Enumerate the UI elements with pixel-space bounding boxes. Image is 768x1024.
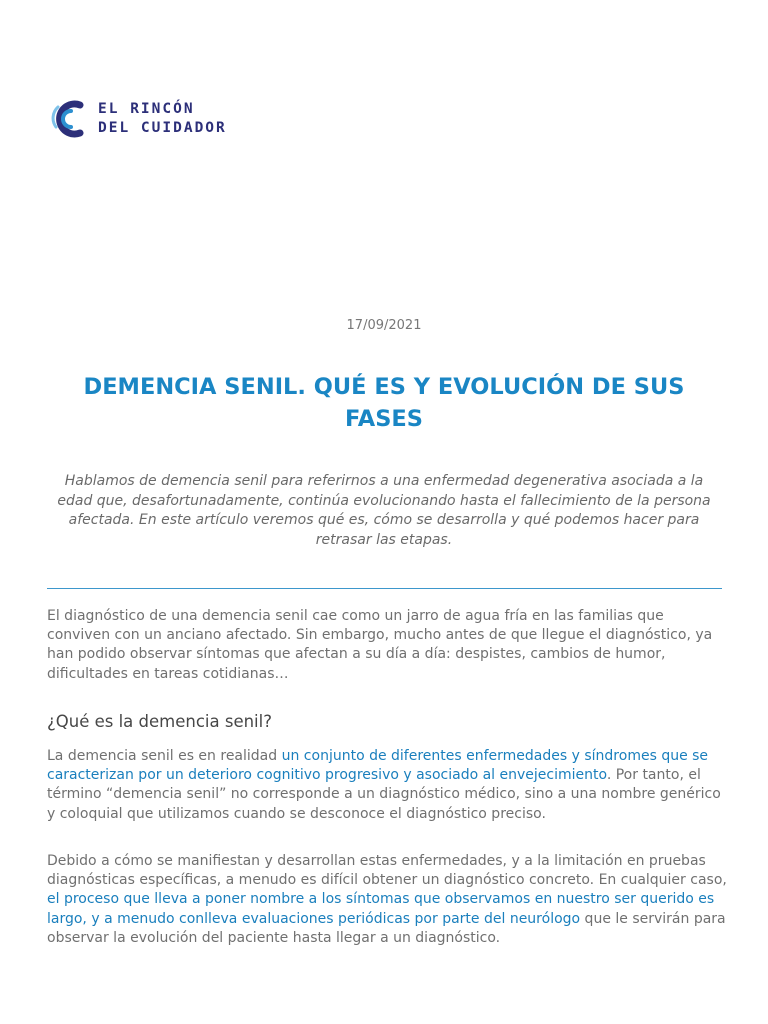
divider xyxy=(47,588,722,589)
intro-paragraph: El diagnóstico de una demencia senil cae como un jarro de agua fría en las familias que conviven con un anciano afectado. Sin embargo, mucho antes de que llegue el diagnóstico, ya han podido observar síntomas que afectan a su día a día: despistes, cambios de humor, dificultades en tareas cotidianas… xyxy=(47,608,713,682)
diagnosis-link[interactable]: el proceso que lleva a poner nombre a los síntomas que observamos en nuestro ser querido es largo, y a menudo conlleva evaluaciones periódicas por parte del neurólogo xyxy=(47,891,715,927)
article-lead: Hablamos de demencia senil para referirnos a una enfermedad degenerativa asociada a la edad que, desafortunadamente, continúa evolucionando hasta el fallecimiento de la persona afectada. En este artículo veremos qué es, cómo se desarrolla y qué podemos hacer para retrasar las etapas. xyxy=(57,473,711,548)
logo-wordmark xyxy=(98,100,227,138)
article-title: DEMENCIA SENIL. QUÉ ES Y EVOLUCIÓN DE SUS FASES xyxy=(83,374,685,432)
paragraph-text: que le servirán para observar la evolución del paciente hasta llegar a un diagnóstico. xyxy=(47,910,726,946)
definition-link[interactable]: un conjunto de diferentes enfermedades y síndromes que se caracterizan por un deterioro cognitivo progresivo y asociado al envejecimiento xyxy=(47,748,709,784)
definition-paragraph xyxy=(47,747,727,824)
site-logo[interactable] xyxy=(50,97,227,141)
paragraph-text: . Por tanto, el término “demencia senil” no corresponde a un diagnóstico médico, sino a una nombre genérico y coloquial que utilizamos cuando se desconoce el diagnóstico preciso. xyxy=(47,767,721,822)
paragraph-text: Debido a cómo se manifiestan y desarrollan estas enfermedades, y a la limitación en pruebas diagnósticas específicas, a menudo es difícil obtener un diagnóstico concreto. En cualquier caso, xyxy=(47,853,727,889)
section-heading: ¿Qué es la demencia senil? xyxy=(47,712,272,731)
diagnosis-paragraph xyxy=(47,852,727,948)
logo-c-icon xyxy=(50,97,90,141)
article-date: 17/09/2021 xyxy=(346,318,422,333)
logo-line-2: DEL CUIDADOR xyxy=(98,120,227,136)
paragraph-text: La demencia senil es en realidad xyxy=(47,748,282,764)
logo-line-1: EL RINCÓN xyxy=(98,101,195,117)
